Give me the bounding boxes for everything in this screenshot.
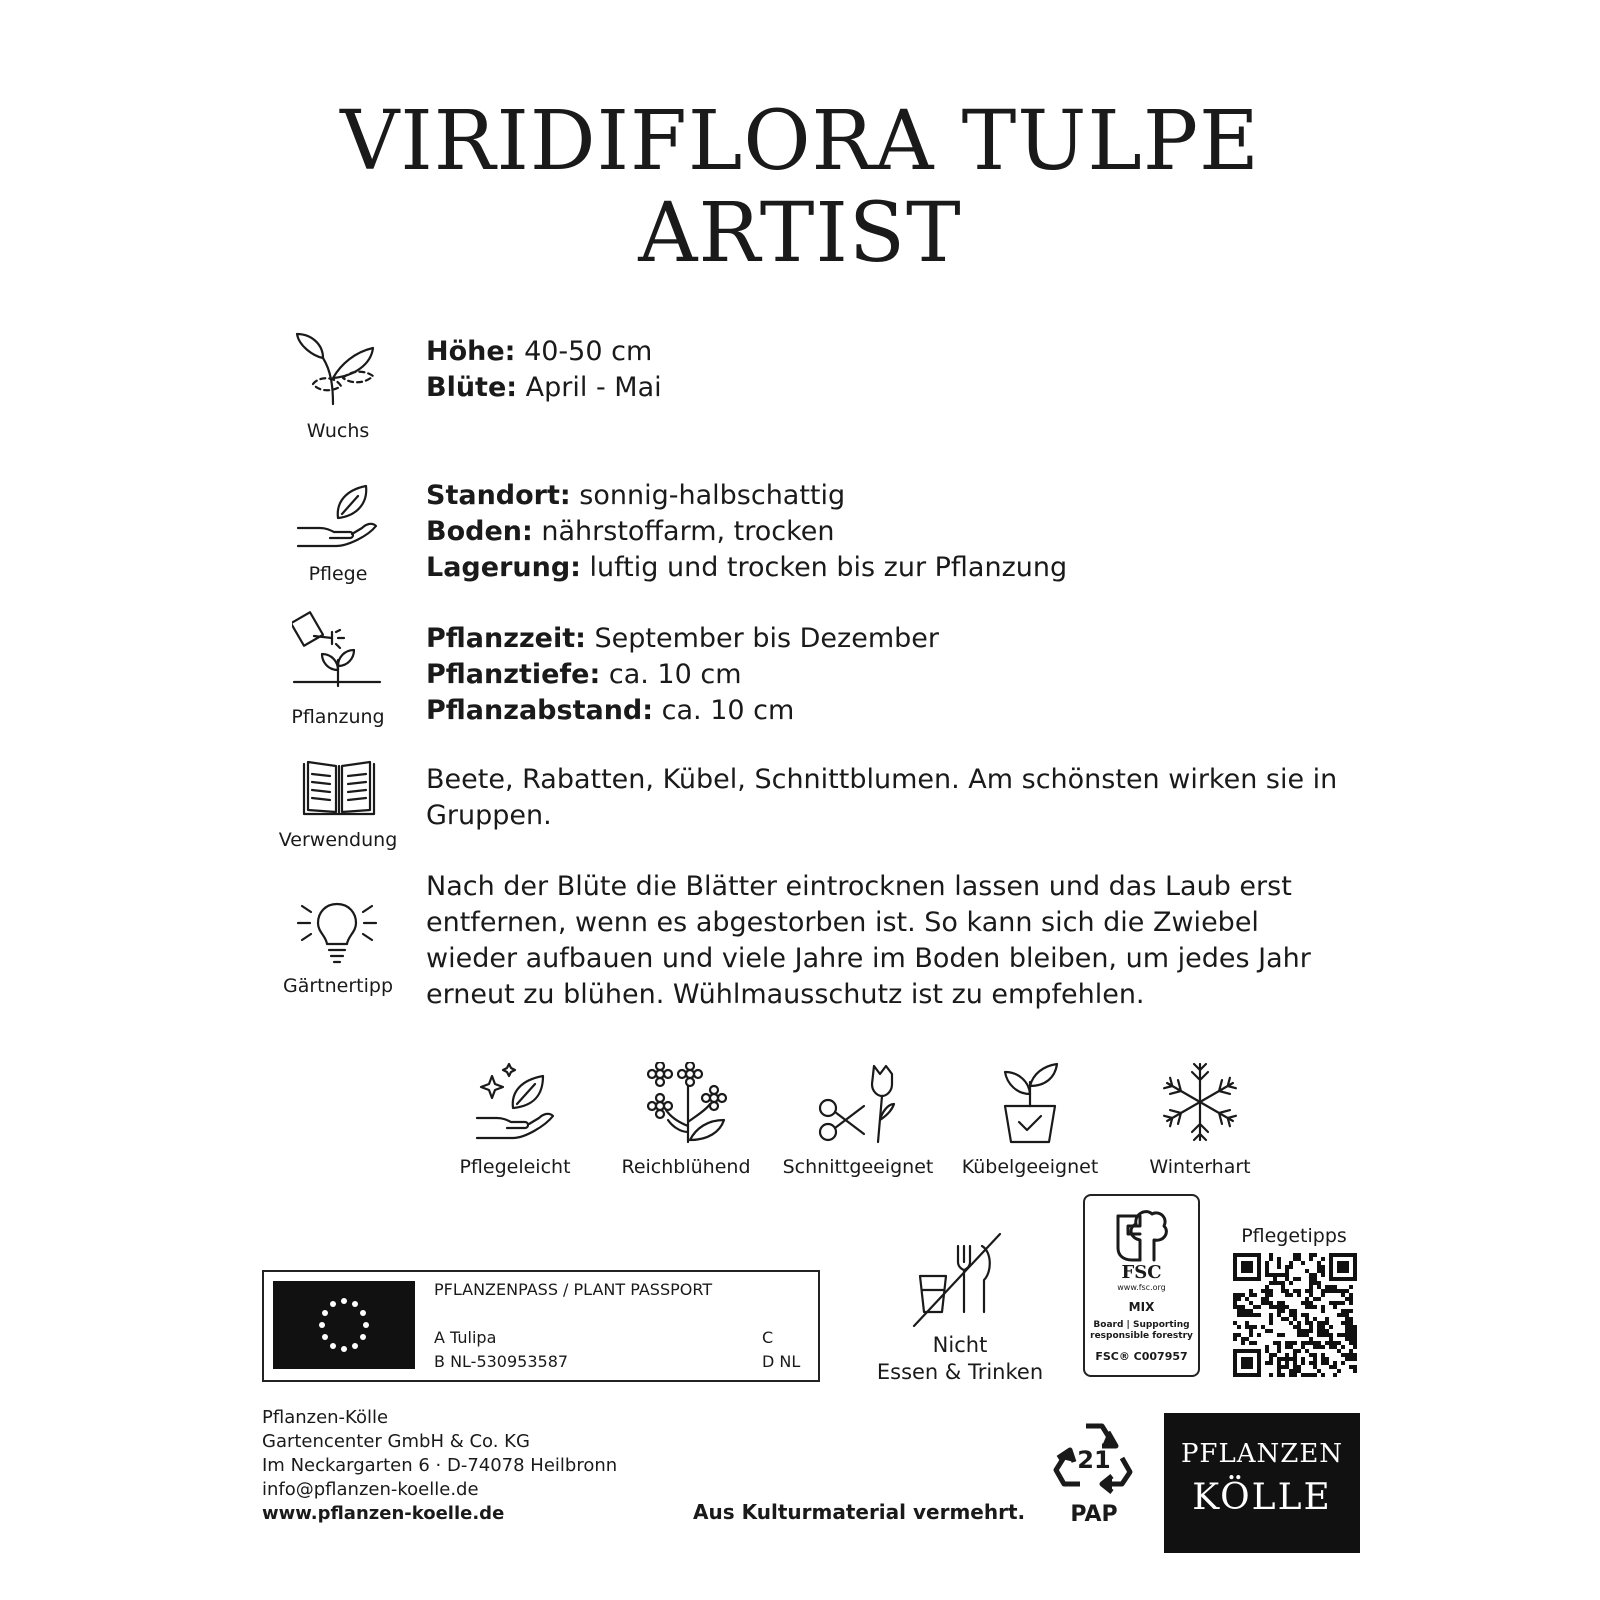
kultur-note: Aus Kulturmaterial vermehrt.	[693, 1500, 1026, 1524]
section-caption-pflanzung: Pflanzung	[291, 706, 385, 728]
watering-can-icon	[292, 610, 382, 692]
recycle-number: 21	[1077, 1446, 1111, 1474]
qr-label: Pflegetipps	[1241, 1225, 1347, 1247]
hand-leaf-icon	[296, 484, 380, 550]
brand-logo: PFLANZEN KÖLLE	[1164, 1413, 1360, 1553]
feature-label: Pflegeleicht	[459, 1156, 571, 1178]
info-line: Lagerung: luftig und trocken bis zur Pflanzung	[426, 552, 1068, 583]
fsc-tree-icon	[1085, 1204, 1198, 1262]
eu-flag-icon	[273, 1281, 415, 1369]
pflege-text	[426, 478, 1067, 586]
section-caption-wuchs: Wuchs	[306, 420, 370, 442]
address-line: Pflanzen-Kölle	[262, 1407, 389, 1428]
info-line: Pflanztiefe: ca. 10 cm	[426, 659, 742, 690]
feature-reichbluehend	[596, 1062, 776, 1178]
feature-winterhart	[1110, 1062, 1290, 1178]
text-line: Beete, Rabatten, Kübel, Schnittblumen. Am schönsten wirken sie in	[426, 764, 1338, 795]
product-title-line2: ARTIST	[638, 186, 962, 281]
feature-label: Kübelgeeignet	[961, 1156, 1099, 1178]
info-line: Boden: nährstoffarm, trocken	[426, 516, 835, 547]
text-line: Gruppen.	[426, 800, 552, 831]
feature-kuebelgeeignet	[940, 1062, 1120, 1178]
wuchs-text	[426, 334, 662, 406]
recycle-code: PAP	[1070, 1502, 1118, 1527]
feature-label: Schnittgeeignet	[782, 1156, 934, 1178]
fsc-desc: Board | Supporting responsible forestry	[1090, 1320, 1193, 1341]
hand-sparkle-leaf-icon	[425, 1062, 605, 1144]
feature-pflegeleicht	[425, 1062, 605, 1178]
text-line: entfernen, wenn es abgestorben ist. So kann sich die Zwiebel	[426, 907, 1259, 938]
fsc-code: FSC® C007957	[1095, 1350, 1188, 1363]
section-caption-pflege: Pflege	[308, 563, 368, 585]
feature-schnittgeeignet	[768, 1062, 948, 1178]
text-line: Nach der Blüte die Blätter eintrocknen lassen und das Laub erst	[426, 871, 1292, 902]
company-address	[262, 1406, 617, 1526]
passport-d: D NL	[762, 1352, 801, 1371]
flowers-icon	[596, 1062, 776, 1144]
address-line: Gartencenter GmbH & Co. KG	[262, 1431, 530, 1452]
section-caption-gaertnertipp: Gärtnertipp	[282, 975, 394, 997]
text-line: erneut zu blühen. Wühlmausschutz ist zu empfehlen.	[426, 979, 1145, 1010]
lightbulb-icon	[296, 898, 378, 966]
feature-label: Reichblühend	[621, 1156, 751, 1178]
info-line: Pflanzzeit: September bis Dezember	[426, 623, 939, 654]
section-caption-verwendung: Verwendung	[278, 829, 398, 851]
website-link[interactable]: www.pflanzen-koelle.de	[262, 1503, 505, 1524]
feature-label: Winterhart	[1149, 1156, 1251, 1178]
info-line: Höhe: 40-50 cm	[426, 336, 653, 367]
potted-plant-icon	[940, 1062, 1120, 1144]
passport-b: B NL-530953587	[434, 1352, 569, 1371]
info-line: Blüte: April - Mai	[426, 372, 662, 403]
verwendung-text	[426, 762, 1337, 834]
snowflake-icon	[1110, 1062, 1290, 1144]
info-line: Standort: sonnig-halbschattig	[426, 480, 846, 511]
product-title-line1: VIRIDIFLORA TULPE	[340, 94, 1260, 189]
fsc-brand: FSC	[1121, 1262, 1162, 1283]
no-eat-drink-icon	[912, 1232, 1004, 1328]
no-eat-drink-label: Nicht Essen & Trinken	[876, 1333, 1044, 1384]
pflanzung-text	[426, 621, 939, 729]
scissors-tulip-icon	[768, 1062, 948, 1144]
email-link[interactable]: info@pflanzen-koelle.de	[262, 1479, 479, 1500]
gaertnertipp-text	[426, 869, 1311, 1013]
passport-a: A Tulipa	[434, 1328, 497, 1347]
address-line: Im Neckargarten 6 · D-74078 Heilbronn	[262, 1455, 618, 1476]
fsc-url: www.fsc.org	[1117, 1283, 1166, 1292]
info-line: Pflanzabstand: ca. 10 cm	[426, 695, 795, 726]
qr-code-icon[interactable]	[1233, 1253, 1357, 1377]
plant-passport	[262, 1270, 820, 1382]
passport-c: C	[762, 1328, 774, 1347]
sprout-icon	[293, 326, 379, 406]
fsc-mix: MIX	[1128, 1300, 1155, 1314]
text-line: wieder aufbauen und viele Jahre im Boden bleiben, um jedes Jahr	[426, 943, 1311, 974]
book-icon	[302, 760, 376, 820]
fsc-badge	[1083, 1194, 1200, 1377]
passport-heading: PFLANZENPASS / PLANT PASSPORT	[434, 1280, 713, 1299]
